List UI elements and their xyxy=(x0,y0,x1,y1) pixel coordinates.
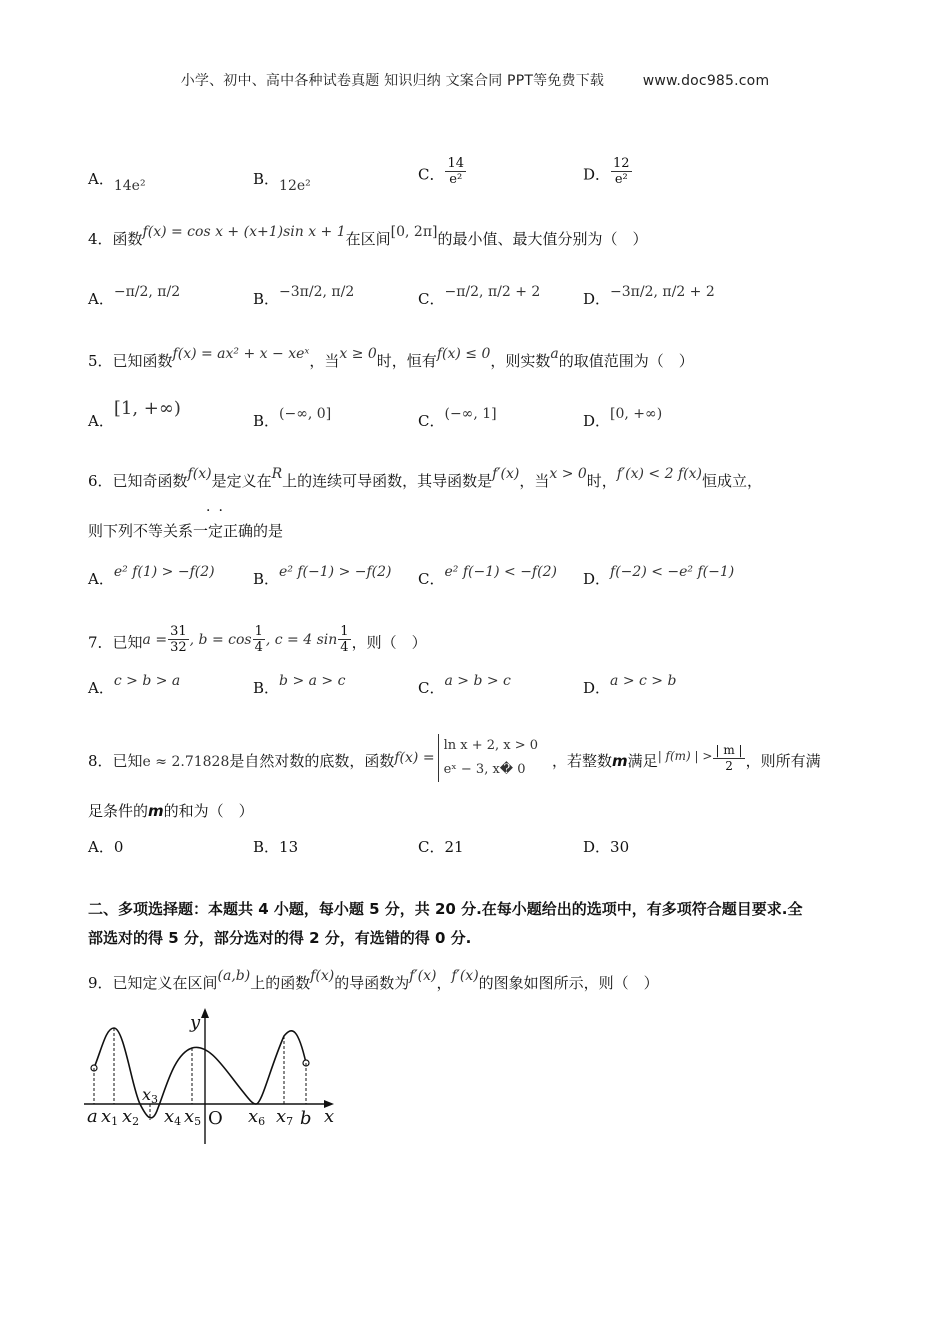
q8-option-c: C．21 xyxy=(418,838,464,856)
q6-option-d: D．f(−2) < −e² f(−1) xyxy=(583,564,735,588)
label-x4: x4 xyxy=(164,1106,182,1128)
label-x2: x2 xyxy=(122,1106,140,1128)
q4-option-b: B．−3π/2, π/2 xyxy=(253,284,355,308)
q4-option-a: A．−π/2, π/2 xyxy=(88,284,181,308)
q5-option-a: A．[1, +∞) xyxy=(88,398,181,430)
derivative-graph xyxy=(84,1008,344,1148)
label-y: y xyxy=(190,1012,201,1033)
label-x5: x5 xyxy=(184,1106,202,1128)
section-2-heading-line-2: 部选对的得 5 分，部分选对的得 2 分，有选错的得 0 分. xyxy=(88,929,472,947)
q6-option-b: B．e² f(−1) > −f(2) xyxy=(253,564,392,588)
y-axis-arrow xyxy=(201,1008,209,1018)
header-text: 小学、初中、高中各种试卷真题 知识归纳 文案合同 PPT等免费下载 xyxy=(180,73,605,89)
q3-option-c: C． $\frac{14}{\text{e²}}$ xyxy=(418,156,465,187)
question-6-line-2: 则下列不等关系一定正确的是 xyxy=(88,522,284,540)
q3-option-a: A．14e² xyxy=(88,170,146,194)
section-2-heading: 二、多项选择题：本题共 4 小题，每小题 5 分，共 20 分.在每小题给出的选项中，有多项符合题目要求.全 xyxy=(88,900,803,918)
q4-option-c: C．−π/2, π/2 + 2 xyxy=(418,284,541,308)
q8-option-a: A．0 xyxy=(88,838,124,856)
label-b: b xyxy=(300,1108,312,1129)
q7-option-b: B．b > a > c xyxy=(253,673,346,697)
question-5: 5．已知函数f(x) = ax² + x − xeˣ，当x ≥ 0时，恒有f(x) ≤ 0，则实数a的取值范围为（ ） xyxy=(88,346,694,370)
q3-option-d: D． $\frac{12}{\text{e²}}$ xyxy=(583,156,630,187)
label-origin: O xyxy=(208,1108,223,1129)
question-8: 8．已知e ≈ 2.71828是自然对数的底数，函数f(x) =ln x + 2, x > 0 eˣ − 3, x� 0 ，若整数m满足$^{| f(m) | >}$ $\frac{| m |}{2}$ ，则所有满 xyxy=(88,738,821,786)
q7-option-a: A．c > b > a xyxy=(88,673,181,697)
emphasis-dots: ·· xyxy=(206,503,231,519)
label-x6: x6 xyxy=(248,1106,266,1128)
question-9: 9．已知定义在区间(a,b)上的函数f(x)的导函数为f′(x)，f′(x)的图象如图所示，则（ ） xyxy=(88,968,659,992)
question-7: 7．已知a = $\frac{31}{32}$ , b = cos $\frac{1}{4}$ , c = 4 sin $\frac{1}{4}$ ，则（ ） xyxy=(88,624,427,655)
q4-option-d: D．−3π/2, π/2 + 2 xyxy=(583,284,715,308)
q7-option-c: C．a > b > c xyxy=(418,673,511,697)
label-x7: x7 xyxy=(276,1106,294,1128)
question-8-line-2: 足条件的m的和为（ ） xyxy=(88,802,254,820)
label-x1: x1 xyxy=(101,1106,119,1128)
q5-option-c: C．(−∞, 1] xyxy=(418,406,497,430)
q8-option-b: B．13 xyxy=(253,838,299,856)
page-header xyxy=(0,70,950,90)
q8-option-d: D．30 xyxy=(583,838,630,856)
q5-option-b: B．(−∞, 0] xyxy=(253,406,332,430)
header-url: www.doc985.com xyxy=(642,73,770,89)
label-x: x xyxy=(324,1106,335,1127)
label-x3: x3 xyxy=(142,1085,159,1106)
question-4: 4．函数f(x) = cos x + (x+1)sin x + 1在区间[0, 2π]的最小值、最大值分别为（ ） xyxy=(88,224,648,248)
question-6: 6．已知奇函数f(x)是定义在R上的连续可导函数，其导函数是f′(x)，当x > 0时，f′(x) < 2 f(x)恒成立， xyxy=(88,466,762,490)
q3-option-b: B．12e² xyxy=(253,170,311,194)
q6-option-a: A．e² f(1) > −f(2) xyxy=(88,564,215,588)
label-a: a xyxy=(87,1106,98,1127)
q7-option-d: D．a > c > b xyxy=(583,673,677,697)
q6-option-c: C．e² f(−1) < −f(2) xyxy=(418,564,557,588)
q5-option-d: D．[0, +∞) xyxy=(583,406,663,430)
